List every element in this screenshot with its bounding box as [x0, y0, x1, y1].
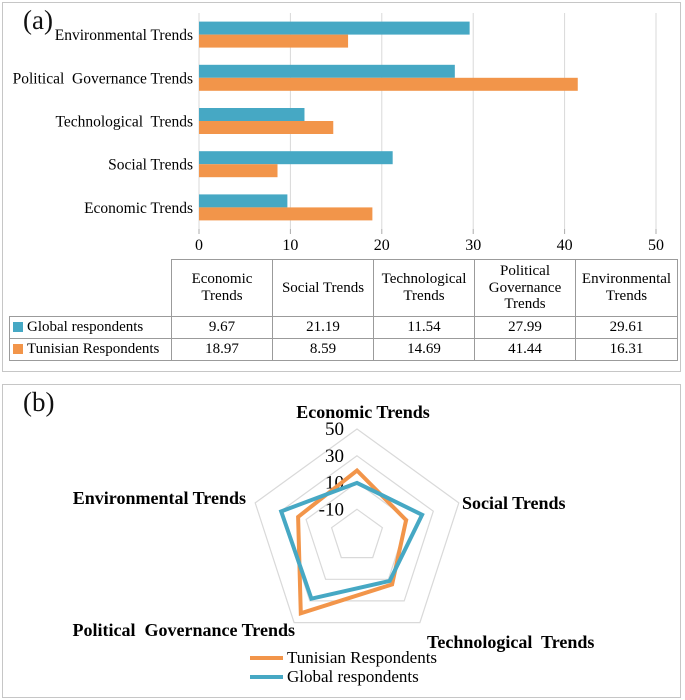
legend-item [250, 648, 437, 667]
table-cell: 21.19 [273, 317, 374, 339]
radar-axis-label: Social Trends [462, 493, 566, 513]
x-tick-label: 40 [556, 237, 573, 254]
table-column-header: Technological Trends [374, 260, 475, 317]
bar-chart [3, 3, 680, 255]
table-row-header: Global respondents [10, 317, 172, 339]
table-cell: 29.61 [576, 317, 678, 339]
radar-tick-label: 10 [325, 472, 344, 494]
bar-tunisian [199, 78, 578, 91]
table-corner-cell [10, 260, 172, 317]
series-color-swatch [13, 322, 23, 332]
table-row [10, 317, 678, 339]
radar-tick-label: 30 [325, 445, 344, 467]
legend-label: Global respondents [287, 666, 419, 686]
table-cell: 41.44 [475, 339, 576, 361]
legend-item [250, 667, 437, 686]
table-cell: 8.59 [273, 339, 374, 361]
bar-global [199, 194, 287, 207]
radar-axis-label: Technological Trends [427, 632, 595, 652]
legend-line-tunisian [250, 656, 283, 660]
panel-a-label: (a) [23, 5, 53, 35]
x-tick-label: 30 [465, 237, 482, 254]
x-tick-label: 50 [648, 237, 664, 254]
table-cell: 18.97 [172, 339, 273, 361]
category-label: Economic Trends [84, 199, 193, 217]
radar-tick-label: 50 [325, 419, 344, 440]
category-label: Technological Trends [55, 113, 193, 131]
bar-global [199, 22, 470, 35]
legend-line-global [250, 675, 283, 679]
table-cell: 14.69 [374, 339, 475, 361]
table-cell: 11.54 [374, 317, 475, 339]
panel-b-label: (b) [23, 387, 55, 417]
bar-global [199, 108, 304, 121]
bar-tunisian [199, 35, 348, 48]
table-row-header: Tunisian Respondents [10, 339, 172, 361]
bar-global [199, 151, 393, 164]
category-label: Environmental Trends [54, 27, 193, 45]
table-row [10, 339, 678, 361]
panel-a-bar-chart [2, 2, 681, 372]
radar-axis-label: Economic Trends [296, 402, 430, 422]
legend-label: Tunisian Respondents [287, 647, 438, 667]
x-tick-label: 10 [282, 237, 299, 254]
bar-tunisian [199, 121, 333, 134]
radar-tick-label: -10 [318, 499, 344, 521]
bar-tunisian [199, 207, 372, 220]
table-column-header: Environmental Trends [576, 260, 678, 317]
data-table-wrap [9, 259, 678, 361]
bar-tunisian [199, 164, 278, 177]
category-label: Political Governance Trends [12, 70, 193, 88]
table-cell: 9.67 [172, 317, 273, 339]
table-column-header: Political Governance Trends [475, 260, 576, 317]
series-color-swatch [13, 344, 23, 354]
x-tick-label: 0 [195, 237, 203, 254]
category-label: Social Trends [108, 156, 193, 174]
table-cell: 27.99 [475, 317, 576, 339]
radar-legend [250, 648, 437, 686]
table-column-header: Economic Trends [172, 260, 273, 317]
radar-series-tunisian [298, 471, 406, 614]
data-table [9, 259, 678, 361]
table-column-header: Social Trends [273, 260, 374, 317]
radar-axis-label: Environmental Trends [72, 488, 246, 508]
panel-b-radar-chart [2, 384, 681, 698]
x-tick-label: 20 [373, 237, 390, 254]
radar-axis-label: Political Governance Trends [72, 620, 295, 640]
bar-global [199, 65, 455, 78]
table-cell: 16.31 [576, 339, 678, 361]
